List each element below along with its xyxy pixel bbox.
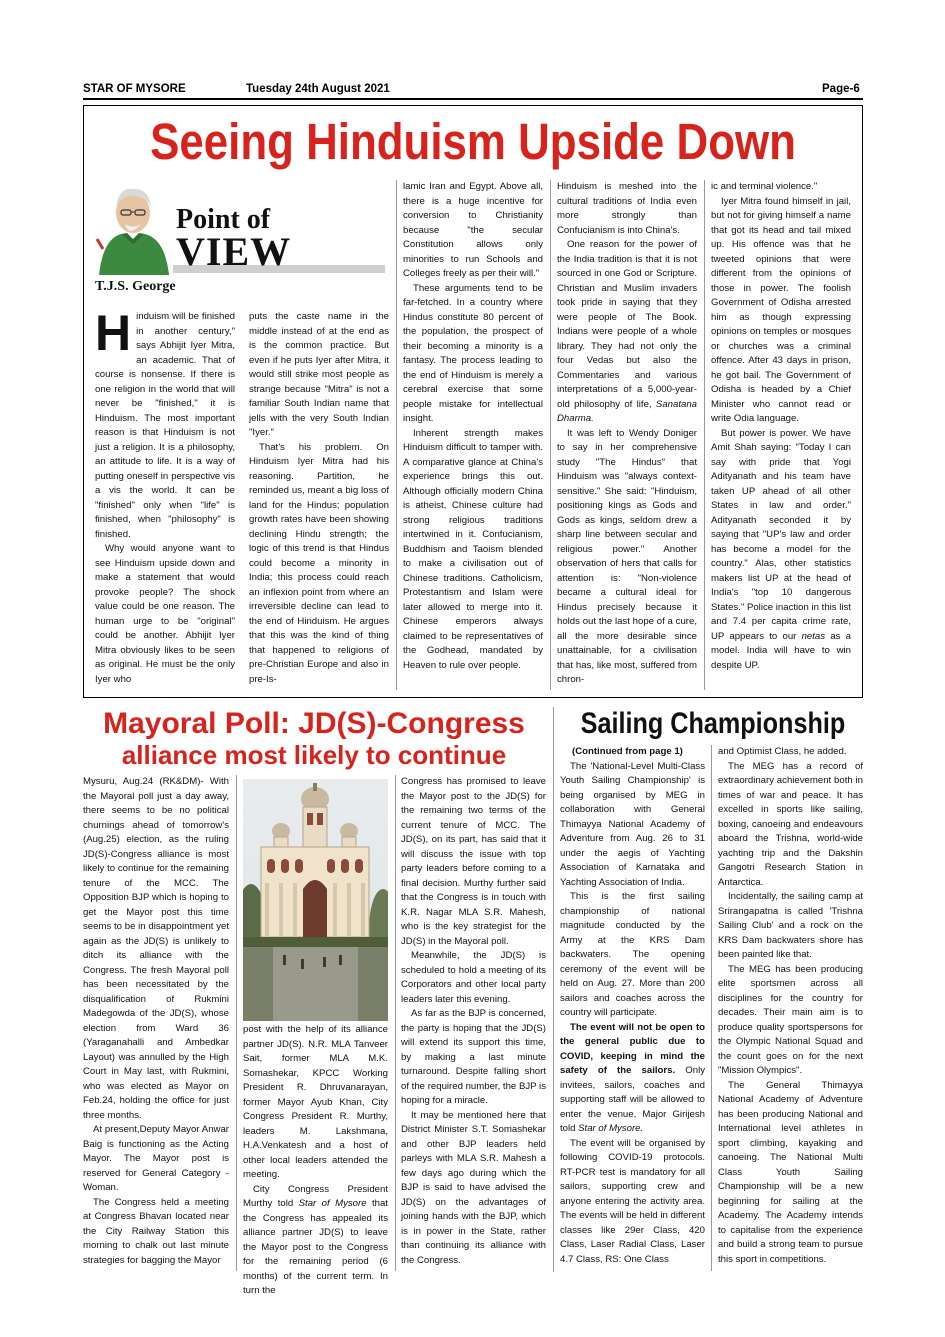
point-of-view-title-line2: VIEW	[176, 229, 292, 274]
article1-column-2	[249, 310, 389, 687]
article2-paragraph: At present,Deputy Mayor Anwar Baig is functioning as the Acting Mayor. The Mayor post is reserved for General Category - Woman.	[83, 1124, 229, 1193]
building-illustration	[243, 779, 388, 1021]
article3-paragraph: The MEG has been producing elite sportsmen across all disciplines for the country for decades. Their main aim is to produce quality sportspersons for the Olympic National Squad and the count goes on for the next "Mission Olympics".	[718, 963, 863, 1076]
article1-paragraph: One reason for the power of the India tradition is that it is not sourced in one God or Scripture. Christian and Muslim invaders took pride in saying that they were people of The Book. Indians were people of a whole library. They had not only the four Vedas but also the Commentaries and various interpretations of a 5,000-year-old philosophy of life,	[557, 239, 697, 410]
headline-sailing-championship: Sailing Championship	[580, 707, 846, 740]
article1-paragraph: It was left to Wendy Doniger to say in her comprehensive study "The Hindus" that Hinduism was "always context-sensitive." She said: "Hinduism, positioning kings as Gods and Gods as kings, seldom drew a sharp line between secular and religious power." Another observation of hers that calls for attention is: "Non-violence became a cultural ideal for Hindus precisely because it holds out the last hope of a cure, all the more desirable since unattainable, for a civilisation that has, like most, suffered from chron-	[557, 427, 697, 685]
article1-column-4	[557, 180, 697, 688]
article1-column-5	[711, 180, 851, 673]
article3-italic-text: Star of Mysore.	[578, 1123, 644, 1134]
article1-paragraph: puts the caste name in the middle instead of at the end as is the common practice. But even if he puts Iyer after Mitra, it would still strike most people as strange because "Mitra" is not a familiar South Indian name that jells with the very South Indian "Iyer."	[249, 311, 389, 438]
article1-column-3	[403, 180, 543, 673]
article1-paragraph: Iyer Mitra found himself in jail, but not for giving himself a name that got its head and tail mixed up. His offence was that he tweeted opinions that were different from the opinions of those in power. The foolish Government of Odisha arrested him as though expressing opinions on temples or mosques or churches was a criminal offence. After 43 days in prison, he got bail. The Government of Odisha is headed by a Chief Minister who cannot read or write Odia language.	[711, 195, 851, 424]
masthead-page-number: Page-6	[822, 83, 860, 95]
headline-hinduism: Seeing Hinduism Upside Down	[150, 113, 796, 170]
city-corporation-building-photo	[243, 779, 388, 1021]
column-rule	[395, 775, 396, 1271]
article3-column-2	[718, 745, 863, 1267]
article3-paragraph: The 'National-Level Multi-Class Youth Sailing Championship' is being organised by MEG in collaboration with General Thimayya National Academy of Adventure from Aug. 26 to 31 under the aegis of Yachting Association of Karnataka and Yachting Association of India.	[560, 760, 705, 888]
drop-cap: H	[95, 305, 132, 361]
article3-bold-text: The event will not be open to the general public due to COVID, keeping in mind the safety of the sailors.	[560, 1021, 705, 1076]
article2-paragraph: post with the help of its alliance partner JD(S). N.R. MLA Tanveer Sait, former MLA M.K. Somashekar, KPCC Working President R. Dhruvanarayan, former Mayor Ayub Khan, City Congress President R. Murthy, leaders M. Lakshmana, H.A.Venkatesh and a host of other local leaders attended the meeting.	[243, 1024, 388, 1180]
article1-paragraph: induism will be finished in another century," says Abhijit Iyer Mitra, an academic. That of course is nonsense. If there is one religion in the world that will never be "finished," it is Hinduism. The most important reason is that Hinduism is not just a religion. It is a philosophy, an attitude to life. It is a way of putting oneself in perspective vis a vis the world. It can be "finished" only when "life" is finished, when "philosophy" is finished.	[95, 311, 235, 540]
article2-paragraph: As far as the BJP is concerned, the party is hoping that the JD(S) will extend its support this time, by making a last minute turnaround. Despite falling short of the required number, the BJP is hoping for a miracle.	[401, 1008, 546, 1106]
masthead-paper-name: STAR OF MYSORE	[83, 83, 186, 95]
article2-paragraph: Meanwhile, the JD(S) is scheduled to hold a meeting of its Corporators and other local party leaders later this evening.	[401, 950, 546, 1005]
column-rule	[704, 180, 705, 690]
article3-paragraph: The MEG has a record of extraordinary achievement both in times of war and peace. It has excelled in sports like sailing, boxing, canoeing and endeavours aboard the Trishna, world-wide yachting trip and the Dakshin Gangotri Research Station in Antarctica.	[718, 760, 863, 888]
headline-mayoral-poll-line2: alliance most likely to continue	[121, 740, 507, 770]
continued-from-page-note: (Continued from page 1)	[572, 746, 683, 757]
article1-paragraph: lamic Iran and Egypt. Above all, there is a huge incentive for conversion to Christianity because "the secular Constitution allows only minorities to run Schools and Colleges freely as per their will."	[403, 181, 543, 279]
column-rule	[711, 745, 712, 1271]
article1-paragraph: These arguments tend to be far-fetched. In a country where Hindus constitute 80 percent of the population, the prospect of their becoming a minority is a fantasy. The process leading to the end of Hinduism is merely a cerebral exercise that some people mistake for intellectual insight.	[403, 282, 543, 424]
headline-mayoral-poll-line1: Mayoral Poll: JD(S)-Congress	[103, 707, 525, 740]
article2-paragraph: Mysuru, Aug.24 (RK&DM)- With the Mayoral poll just a day away, there seems to be no political churnings ahead of tomorrow's (Aug.25) election, as the ruling JD(S)-Congress alliance is most likely to continue for the remaining tenure of the MCC. The Opposition BJP which is hoping to get the Mayor post this time seems to be in disappointment yet again as the JD(S) is unlikely to ditch its alliance with the Congress. The fresh Mayoral poll has been necessitated by the disqualification of Rukmini Madegowda of the JD(S), whose election from Ward 36 (Yaraganahalli and Ambedkar Layout) was annulled by the High Court in May last, with Rukmini, who was elected as Mayor on Feb.24, holding the office for just three months.	[83, 776, 229, 1121]
article1-paragraph: as a model. India will have to win despite UP.	[711, 630, 852, 671]
article2-paragraph: Congress has promised to leave the Mayor post to the JD(S) for the remaining two terms of the current tenure of MCC. The JD(S), on its part, has said that it will discuss the issue with top party leaders before coming to a final decision. Murthy further said that the Congress is in touch with K.R. Nagar MLA S.R. Mahesh, who is the key strategist for the JD(S) in the Mayoral poll.	[401, 776, 546, 947]
article1-paragraph: Hinduism is meshed into the cultural traditions of India even more strongly than Confucianism is into China's.	[557, 181, 697, 236]
article1-paragraph: Inherent strength makes Hinduism difficult to tamper with. A comparative glance at China's experience brings this out. Although officially modern China is atheist, Chinese culture had strong religious traditions intertwined in it. Confucianism, Buddhism and Taoism blended to make a civilisation out of Chinese traditions. Catholicism, Protestantism and Islam were later allowed to merge into it. Chinese emperors always claimed to be representatives of the Godhead, mandated by Heaven to rule over people.	[403, 427, 543, 671]
point-of-view-title-line1: Point of	[176, 204, 271, 235]
article2-italic-text: Star of Mysore	[298, 1198, 367, 1209]
article2-paragraph: City Congress President Murthy told	[243, 1183, 388, 1209]
masthead-date: Tuesday 24th August 2021	[246, 83, 390, 95]
article3-paragraph: This is the first sailing championship of national magnitude conducted by the Army at the KRS Dam backwaters. The opening ceremony of the event will be held on Aug. 27. More than 200 sailors and coaches across the country will participate.	[560, 891, 705, 1018]
column-rule	[553, 707, 554, 1272]
article3-paragraph: Incidentally, the sailing camp at Srirangapatna is called 'Trishna Sailing Club' and a rock on the KRS Dam backwaters shore has been painted like that.	[718, 891, 863, 960]
column-rule	[236, 775, 237, 1271]
article3-paragraph: The event will be organised by following COVID-19 protocols. RT-PCR test is mandatory for all sailors, supporting crew and anyone entering the activity area. The events will be held in different classes like 29er Class, 420 Class, Laser Radial Class, Laser 4.7 Class, RS: One Class	[560, 1137, 705, 1265]
article1-paragraph: That's his problem. On Hinduism Iyer Mitra had his reasoning. Partition, he reminded us, meant a big loss of land for the Hindus; population growth rates have been showing declining Hindu strength; the logic of this trend is that Hindus could become a minority in India; this process could reach an inflexion point from where an irreversible decline can lead to the end of Hinduism. He argues that this was the kind of thing that happened to religions of pre-Christian Europe and also in pre-Is-	[249, 441, 389, 685]
article2-paragraph: It may be mentioned here that District Minister S.T. Somashekar and other BJP leaders held parleys with MLA S.R. Mahesh a few days ago during which the BJP is said to have advised the JD(S) on the advantages of joining hands with the BJP, which is in power in the State, rather than continuing its alliance with the Congress.	[401, 1109, 546, 1266]
article2-column-1	[83, 775, 229, 1268]
article1-italic-text: netas	[801, 630, 826, 642]
article1-italic-text: Sanatana Dharma.	[557, 398, 697, 424]
masthead-rule	[83, 98, 863, 100]
article2-paragraph: The Congress held a meeting at Congress Bhavan located near the City Railway Station this morning to chalk out last minute strategies for bagging the Mayor	[83, 1196, 229, 1266]
article3-paragraph: and Optimist Class, he added.	[718, 746, 847, 757]
article1-paragraph: Why would anyone want to see Hinduism upside down and make a statement that would provoke people? The shock value could be one reason. The human urge to be "original" could be another. Abhijit Iyer Mitra obviously likes to be seen as original. He must be the only Iyer who	[95, 543, 235, 685]
article2-column-2	[243, 1023, 388, 1299]
article3-paragraph: Only invitees, sailors, coaches and supporting staff will be allowed to enter the venue, Major Girijesh told	[560, 1065, 705, 1134]
article2-column-3	[401, 775, 546, 1268]
article3-paragraph: The General Thimayya National Academy of Adventure has been producing National and International level athletes in sport climbing, kayaking and canoeing. The National Multi Class Youth Sailing Championship will be a new beginning for sailing at the Academy. The Academy intends to capitalise from the experience and build a strong team to pursue this sport in competitions.	[718, 1079, 863, 1265]
column-rule	[396, 180, 397, 690]
byline-author: T.J.S. George	[95, 279, 176, 294]
article2-paragraph: that the Congress has appealed its alliance partner JD(S) to leave the Mayor post to the Congress for the remaining period (6 months) of the current term. In turn the	[243, 1198, 388, 1296]
article1-column-1	[95, 305, 235, 687]
article1-paragraph: But power is power. We have Amit Shah saying: "Today I can say with pride that Yogi Adityanath and his team have taken UP ahead of all other States in law and order." Adityanath seconded it by saying that "UP's law and order has become a model for the country." Alas, other statistics makers list UP at the head of India's "top 10 dangerous States." Police inaction in this list and 7.4 per capita crime rate, UP appears to our	[711, 427, 851, 642]
article1-paragraph: ic and terminal violence."	[711, 181, 818, 192]
column-rule	[550, 180, 551, 690]
article3-column-1	[560, 745, 705, 1267]
